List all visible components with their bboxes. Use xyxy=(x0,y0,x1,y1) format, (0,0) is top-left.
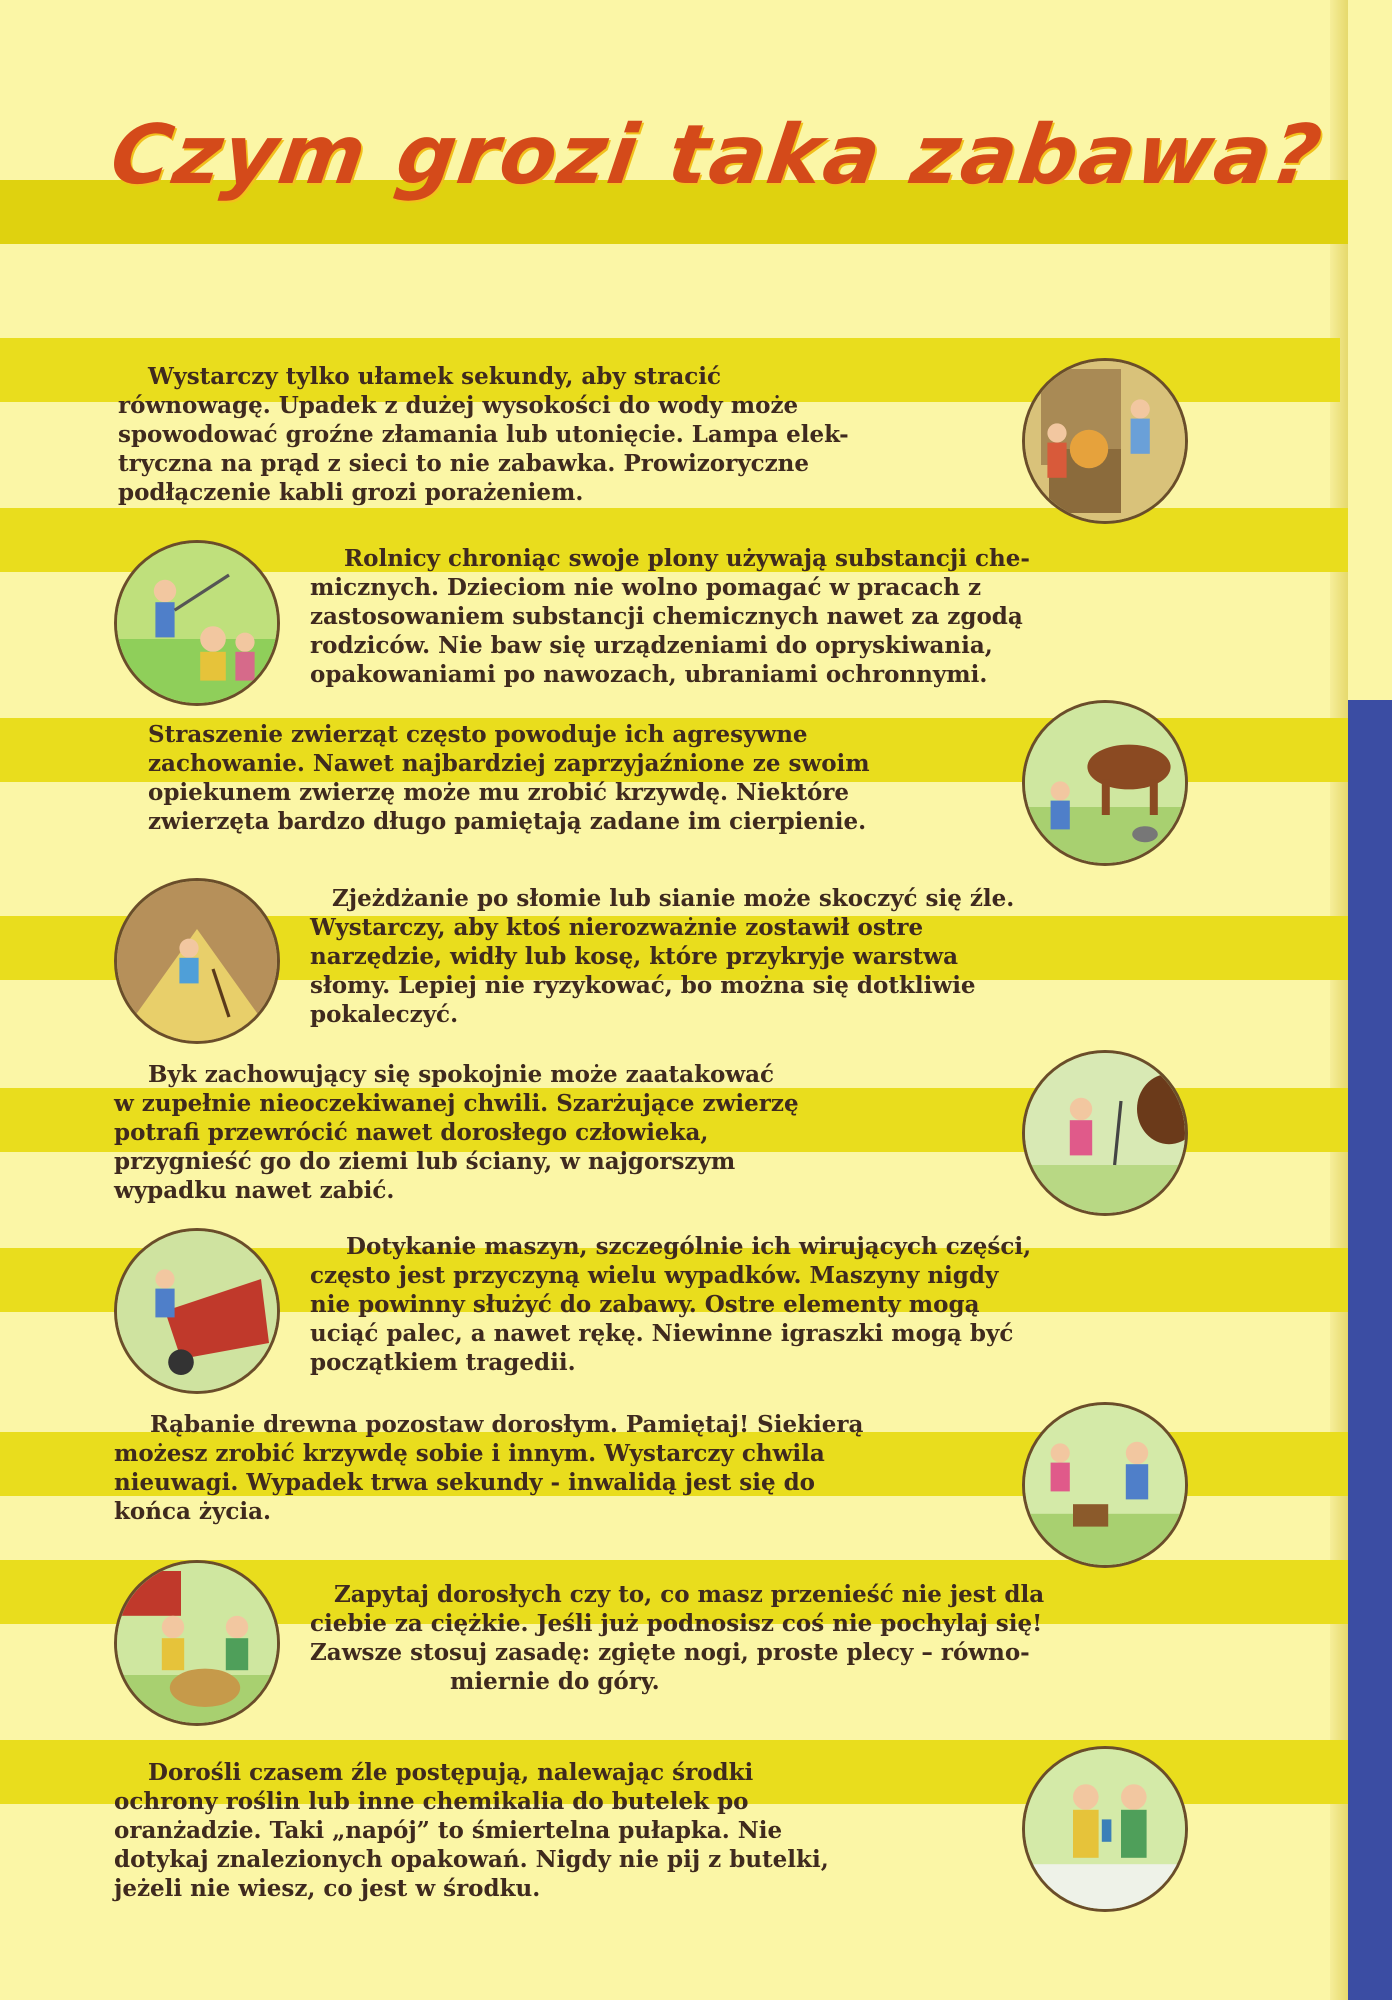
frightened-horse-illustration xyxy=(1022,700,1188,866)
bull-and-girl-illustration xyxy=(1022,1050,1188,1216)
wood-chopping-illustration xyxy=(1022,1402,1188,1568)
text-line: często jest przyczyną wielu wypadków. Maszyny nigdy xyxy=(310,1262,999,1289)
text-line: Rolnicy chroniąc swoje plony używają substancji che- xyxy=(344,545,1030,572)
text-line: Zjeżdżanie po słomie lub sianie może skoczyć się źle. xyxy=(332,885,1015,912)
lifting-basket-illustration xyxy=(114,1560,280,1726)
text-line: podłączenie kabli grozi porażeniem. xyxy=(118,479,584,506)
text-line: micznych. Dzieciom nie wolno pomagać w pracach z xyxy=(310,574,982,601)
text-line: ochrony roślin lub inne chemikalia do butelek po xyxy=(114,1788,749,1815)
page-title: Czym grozi taka zabawa? xyxy=(105,108,1329,203)
text-line: uciąć palec, a nawet rękę. Niewinne igraszki mogą być xyxy=(310,1320,1014,1347)
text-line: równowagę. Upadek z dużej wysokości do wody może xyxy=(118,392,799,419)
chemical-bottle-illustration xyxy=(1022,1746,1188,1912)
text-line: Rąbanie drewna pozostaw dorosłym. Pamiętaj! Siekierą xyxy=(150,1411,864,1438)
paragraph-well xyxy=(118,362,849,507)
text-line: pokaleczyć. xyxy=(310,1001,459,1028)
farm-machine-illustration xyxy=(114,1228,280,1394)
page-edge xyxy=(1330,0,1348,2000)
text-line: zachowanie. Nawet najbardziej zaprzyjaźnione ze swoim xyxy=(148,750,870,777)
text-line: Zapytaj dorosłych czy to, co masz przenieść nie jest dla xyxy=(334,1581,1045,1608)
text-line: tryczna na prąd z sieci to nie zabawka. Prowizoryczne xyxy=(118,450,810,477)
text-line: ciebie za ciężkie. Jeśli już podnosisz coś nie pochylaj się! xyxy=(310,1610,1043,1637)
text-line: opiekunem zwierzę może mu zrobić krzywdę. Niektóre xyxy=(148,779,850,806)
paragraph-wood xyxy=(114,1410,863,1526)
text-line: końca życia. xyxy=(114,1498,271,1525)
well-climbing-children-illustration xyxy=(1022,358,1188,524)
text-line: Straszenie zwierząt często powoduje ich agresywne xyxy=(148,721,808,748)
paragraph-chemicals xyxy=(114,1758,829,1903)
text-line: Dotykanie maszyn, szczególnie ich wirujących części, xyxy=(346,1233,1032,1260)
text-line: Byk zachowujący się spokojnie może zaatakować xyxy=(148,1061,775,1088)
hay-sliding-illustration xyxy=(114,878,280,1044)
text-line: początkiem tragedii. xyxy=(310,1349,576,1376)
text-line: Wystarczy, aby ktoś nierozważnie zostawił ostre xyxy=(310,914,924,941)
text-line: Wystarczy tylko ułamek sekundy, aby stracić xyxy=(148,363,722,390)
paragraph-bull xyxy=(114,1060,799,1205)
text-line: w zupełnie nieoczekiwanej chwili. Szarżujące zwierzę xyxy=(114,1090,799,1117)
paragraph-lifting xyxy=(310,1580,1044,1696)
text-line: oranżadzie. Taki „napój” to śmiertelna pułapka. Nie xyxy=(114,1817,783,1844)
text-line: dotykaj znalezionych opakowań. Nigdy nie pij z butelki, xyxy=(114,1846,829,1873)
paragraph-hay xyxy=(310,884,1014,1029)
text-line: opakowaniami po nawozach, ubraniami ochronnymi. xyxy=(310,661,988,688)
text-line: wypadku nawet zabić. xyxy=(114,1177,395,1204)
text-line: nie powinny służyć do zabawy. Ostre elementy mogą xyxy=(310,1291,980,1318)
text-line: miernie do góry. xyxy=(450,1668,660,1695)
text-line: narzędzie, widły lub kosę, które przykryje warstwa xyxy=(310,943,958,970)
text-line: spowodować groźne złamania lub utonięcie. Lampa elek- xyxy=(118,421,849,448)
text-line: słomy. Lepiej nie ryzykować, bo można się dotkliwie xyxy=(310,972,976,999)
text-line: zastosowaniem substancji chemicznych nawet za zgodą xyxy=(310,603,1023,630)
text-line: nieuwagi. Wypadek trwa sekundy - inwalidą jest się do xyxy=(114,1469,816,1496)
text-line: Zawsze stosuj zasadę: zgięte nogi, proste plecy – równo- xyxy=(310,1639,1030,1666)
paragraph-pesticides xyxy=(310,544,1030,689)
pesticide-spraying-children-illustration xyxy=(114,540,280,706)
text-line: możesz zrobić krzywdę sobie i innym. Wystarczy chwila xyxy=(114,1440,825,1467)
blue-binding-band xyxy=(1348,700,1392,2000)
text-line: rodziców. Nie baw się urządzeniami do opryskiwania, xyxy=(310,632,993,659)
text-line: zwierzęta bardzo długo pamiętają zadane im cierpienie. xyxy=(148,808,867,835)
text-line: Dorośli czasem źle postępują, nalewając środki xyxy=(148,1759,754,1786)
text-line: potrafi przewrócić nawet dorosłego człowieka, xyxy=(114,1119,709,1146)
paragraph-machines xyxy=(310,1232,1031,1377)
text-line: przygnieść go do ziemi lub ściany, w najgorszym xyxy=(114,1148,736,1175)
paragraph-animals xyxy=(148,720,870,836)
text-line: jeżeli nie wiesz, co jest w środku. xyxy=(114,1875,541,1902)
